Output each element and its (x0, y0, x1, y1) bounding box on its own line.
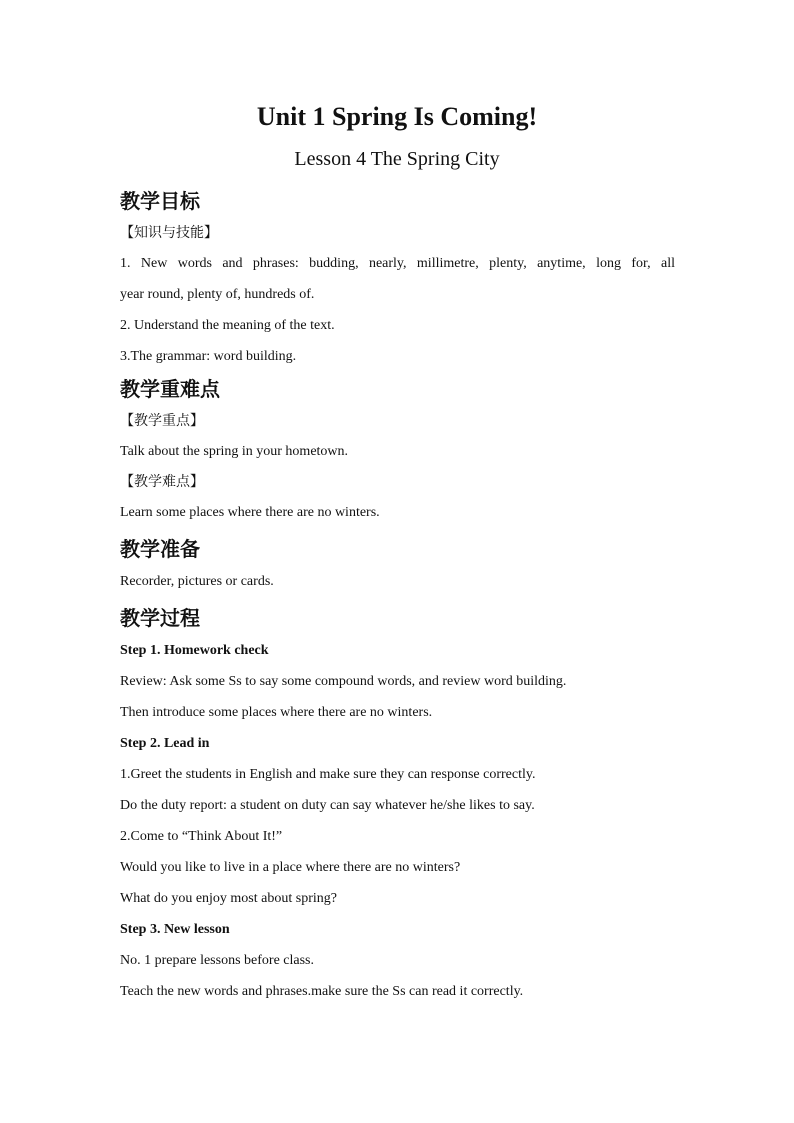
key-point-subheading: 【教学重点】 (120, 413, 204, 429)
step-3-line-1: No. 1 prepare lessons before class. (120, 953, 314, 968)
process-heading: 教学过程 (120, 606, 200, 630)
objectives-line-1: 1. New words and phrases: budding, nearly, millimetre, plenty, anytime, long for, all (120, 256, 675, 271)
step-1-line-2: Then introduce some places where there are no winters. (120, 705, 433, 720)
step-2-line-3: 2.Come to “Think About It!” (120, 829, 283, 844)
step-1-line-1: Review: Ask some Ss to say some compound words, and review word building. (120, 674, 567, 689)
step-3-title: Step 3. New lesson (120, 922, 230, 937)
preparation-line: Recorder, pictures or cards. (120, 574, 274, 589)
step-2-title: Step 2. Lead in (120, 736, 210, 751)
objectives-line-3: 2. Understand the meaning of the text. (120, 318, 335, 333)
document-subtitle: Lesson 4 The Spring City (294, 148, 500, 170)
step-3-line-2: Teach the new words and phrases.make sure the Ss can read it correctly. (120, 984, 524, 999)
step-2-line-4: Would you like to live in a place where there are no winters? (120, 860, 461, 875)
step-1-title: Step 1. Homework check (120, 643, 269, 658)
difficult-point-line: Learn some places where there are no winters. (120, 505, 380, 520)
objectives-heading: 教学目标 (120, 189, 200, 213)
difficult-point-subheading: 【教学难点】 (120, 474, 204, 490)
step-2-line-1: 1.Greet the students in English and make sure they can response correctly. (120, 767, 536, 782)
preparation-heading: 教学准备 (120, 537, 200, 561)
objectives-line-2: year round, plenty of, hundreds of. (120, 287, 315, 302)
key-points-heading: 教学重难点 (120, 377, 220, 401)
step-2-line-2: Do the duty report: a student on duty can say whatever he/she likes to say. (120, 798, 535, 813)
step-2-line-5: What do you enjoy most about spring? (120, 891, 337, 906)
document-title: Unit 1 Spring Is Coming! (256, 102, 538, 131)
objectives-subheading: 【知识与技能】 (120, 225, 218, 241)
objectives-line-4: 3.The grammar: word building. (120, 349, 297, 364)
key-point-line: Talk about the spring in your hometown. (120, 444, 349, 459)
document-body (120, 184, 675, 1007)
